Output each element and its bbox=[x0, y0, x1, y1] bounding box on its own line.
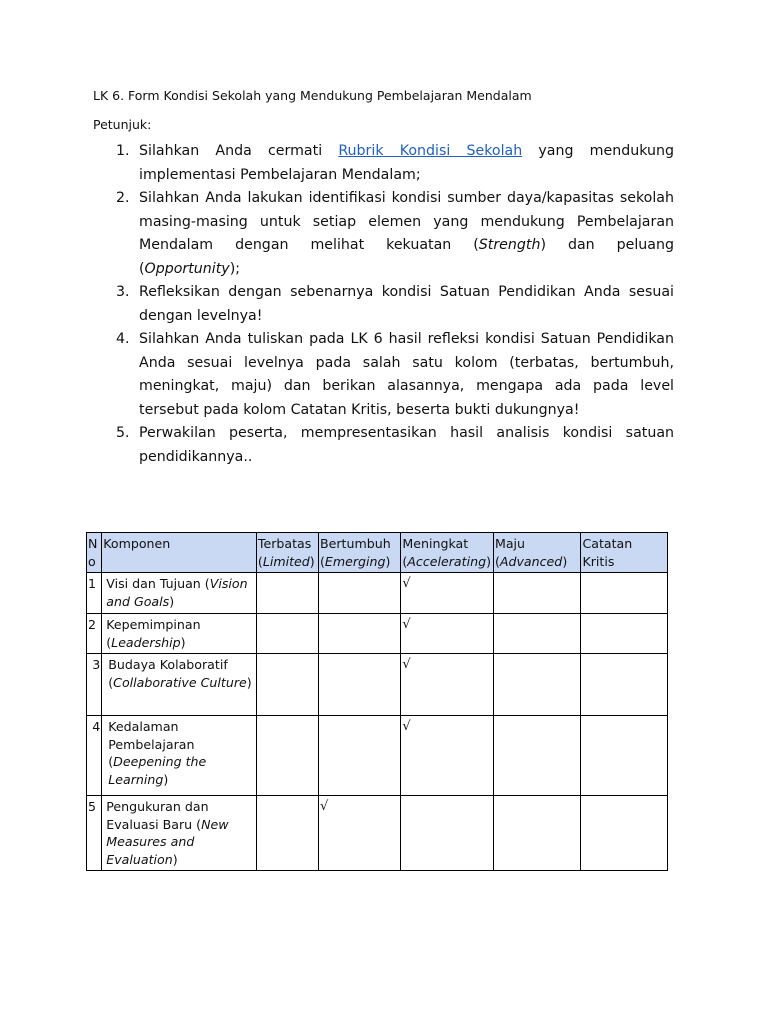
row-number: 2 bbox=[87, 614, 102, 654]
header-terbatas: Terbatas (Limited) bbox=[256, 533, 318, 573]
cell-terbatas[interactable] bbox=[256, 573, 318, 614]
instruction-number: 3. bbox=[116, 284, 130, 300]
cell-catatan-kritis[interactable] bbox=[581, 796, 668, 871]
komponen-name-en: Collaborative Culture bbox=[113, 674, 247, 690]
header-maju: Maju (Advanced) bbox=[493, 533, 581, 573]
document-title: LK 6. Form Kondisi Sekolah yang Mendukung Pembelajaran Mendalam bbox=[93, 88, 532, 103]
cell-catatan-kritis[interactable] bbox=[581, 614, 668, 654]
header-meningkat-label: Meningkat bbox=[402, 536, 469, 551]
instructions-label: Petunjuk: bbox=[93, 117, 152, 132]
header-komponen: Komponen bbox=[102, 533, 257, 573]
cell-catatan-kritis[interactable] bbox=[581, 654, 668, 716]
instruction-text: Refleksikan dengan sebenarnya kondisi Satuan Pendidikan Anda sesuai dengan levelnya! bbox=[139, 284, 674, 324]
instruction-item bbox=[116, 281, 674, 328]
cell-terbatas[interactable] bbox=[256, 654, 318, 716]
komponen-name: Kedalaman Pembelajaran bbox=[108, 719, 195, 752]
cell-bertumbuh[interactable] bbox=[318, 573, 400, 614]
instruction-text-italic: Opportunity bbox=[144, 260, 230, 277]
row-komponen: Budaya Kolaboratif (Collaborative Culture) bbox=[102, 654, 257, 716]
header-bertumbuh-label: Bertumbuh bbox=[319, 536, 391, 551]
instruction-text: Silahkan Anda tuliskan pada LK 6 hasil refleksi kondisi Satuan Pendidikan Anda sesuai levelnya pada salah satu kolom (terbatas, bertumbuh, meningkat, maju) dan berikan alasannya, mengapa ada pada level tersebut pada kolom Catatan Kritis, beserta bukti dukungnya! bbox=[139, 331, 674, 418]
instructions-list bbox=[116, 140, 674, 469]
cell-maju[interactable] bbox=[493, 716, 581, 796]
instruction-text: Silahkan Anda cermati bbox=[139, 143, 339, 159]
instruction-text: ) dan peluang ( bbox=[139, 237, 674, 277]
cell-bertumbuh[interactable] bbox=[318, 716, 400, 796]
instruction-text: Silahkan Anda lakukan identifikasi kondisi sumber daya/kapasitas sekolah masing-masing untuk setiap elemen yang mendukung Pembelajaran Mendalam dengan melihat kekuatan ( bbox=[139, 190, 674, 253]
cell-maju[interactable] bbox=[493, 796, 581, 871]
rubrik-kondisi-sekolah-link[interactable]: Rubrik Kondisi Sekolah bbox=[338, 143, 523, 159]
header-bertumbuh: Bertumbuh (Emerging) bbox=[318, 533, 400, 573]
header-catatan-kritis: Catatan Kritis bbox=[581, 533, 668, 573]
table-row bbox=[87, 654, 668, 716]
cell-catatan-kritis[interactable] bbox=[581, 716, 668, 796]
cell-bertumbuh[interactable] bbox=[318, 614, 400, 654]
komponen-name-en: Leadership bbox=[111, 634, 181, 650]
komponen-name: Kepemimpinan bbox=[106, 617, 201, 632]
header-bertumbuh-en: Emerging bbox=[324, 553, 386, 569]
instruction-item bbox=[116, 422, 674, 469]
instruction-text: yang mendukung implementasi Pembelajaran Mendalam; bbox=[139, 143, 674, 183]
table-header-row bbox=[87, 533, 668, 573]
cell-meningkat[interactable] bbox=[401, 796, 494, 871]
instruction-item bbox=[116, 140, 674, 187]
school-condition-table bbox=[86, 532, 668, 871]
header-terbatas-en: Limited bbox=[262, 553, 310, 569]
komponen-name-en: Vision and Goals bbox=[106, 576, 248, 609]
instruction-text: ); bbox=[229, 260, 241, 277]
header-meningkat-en: Accelerating bbox=[407, 553, 487, 569]
table-row bbox=[87, 796, 668, 871]
cell-catatan-kritis[interactable] bbox=[581, 573, 668, 614]
instruction-number: 5. bbox=[116, 425, 130, 441]
cell-maju[interactable] bbox=[493, 573, 581, 614]
row-komponen: Pengukuran dan Evaluasi Baru (New Measures and Evaluation) bbox=[102, 796, 257, 871]
header-maju-en: Advanced bbox=[499, 553, 563, 569]
cell-meningkat[interactable]: √ bbox=[401, 654, 494, 716]
header-maju-label: Maju bbox=[494, 536, 526, 551]
cell-meningkat[interactable]: √ bbox=[401, 614, 494, 654]
header-meningkat: Meningkat (Accelerating) bbox=[401, 533, 494, 573]
cell-meningkat[interactable]: √ bbox=[401, 573, 494, 614]
komponen-name-en: New Measures and Evaluation bbox=[106, 816, 229, 867]
header-terbatas-label: Terbatas bbox=[257, 536, 312, 551]
cell-terbatas[interactable] bbox=[256, 716, 318, 796]
row-number: 1 bbox=[87, 573, 102, 614]
row-komponen: Kedalaman Pembelajaran (Deepening the Learning) bbox=[102, 716, 257, 796]
table-row bbox=[87, 716, 668, 796]
instruction-text-italic: Strength bbox=[478, 237, 541, 253]
instruction-number: 4. bbox=[116, 331, 130, 347]
cell-terbatas[interactable] bbox=[256, 796, 318, 871]
instruction-text: Perwakilan peserta, mempresentasikan hasil analisis kondisi satuan pendidikannya.. bbox=[139, 425, 674, 465]
row-number: 3 bbox=[87, 654, 102, 716]
row-komponen: Kepemimpinan (Leadership) bbox=[102, 614, 257, 654]
table-row bbox=[87, 614, 668, 654]
cell-meningkat[interactable]: √ bbox=[401, 716, 494, 796]
instruction-item bbox=[116, 187, 674, 281]
komponen-name: Pengukuran dan Evaluasi Baru bbox=[106, 799, 209, 832]
row-number: 4 bbox=[87, 716, 102, 796]
header-no: No bbox=[87, 533, 102, 573]
cell-terbatas[interactable] bbox=[256, 614, 318, 654]
cell-bertumbuh[interactable]: √ bbox=[318, 796, 400, 871]
row-komponen: Visi dan Tujuan (Vision and Goals) bbox=[102, 573, 257, 614]
cell-maju[interactable] bbox=[493, 614, 581, 654]
table-row bbox=[87, 573, 668, 614]
cell-maju[interactable] bbox=[493, 654, 581, 716]
komponen-name: Budaya Kolaboratif bbox=[108, 657, 228, 672]
komponen-name: Visi dan Tujuan bbox=[106, 576, 201, 591]
row-number: 5 bbox=[87, 796, 102, 871]
instruction-number: 1. bbox=[116, 143, 130, 159]
instruction-item bbox=[116, 328, 674, 422]
komponen-name-en: Deepening the Learning bbox=[108, 754, 207, 787]
cell-bertumbuh[interactable] bbox=[318, 654, 400, 716]
instruction-number: 2. bbox=[116, 190, 130, 206]
